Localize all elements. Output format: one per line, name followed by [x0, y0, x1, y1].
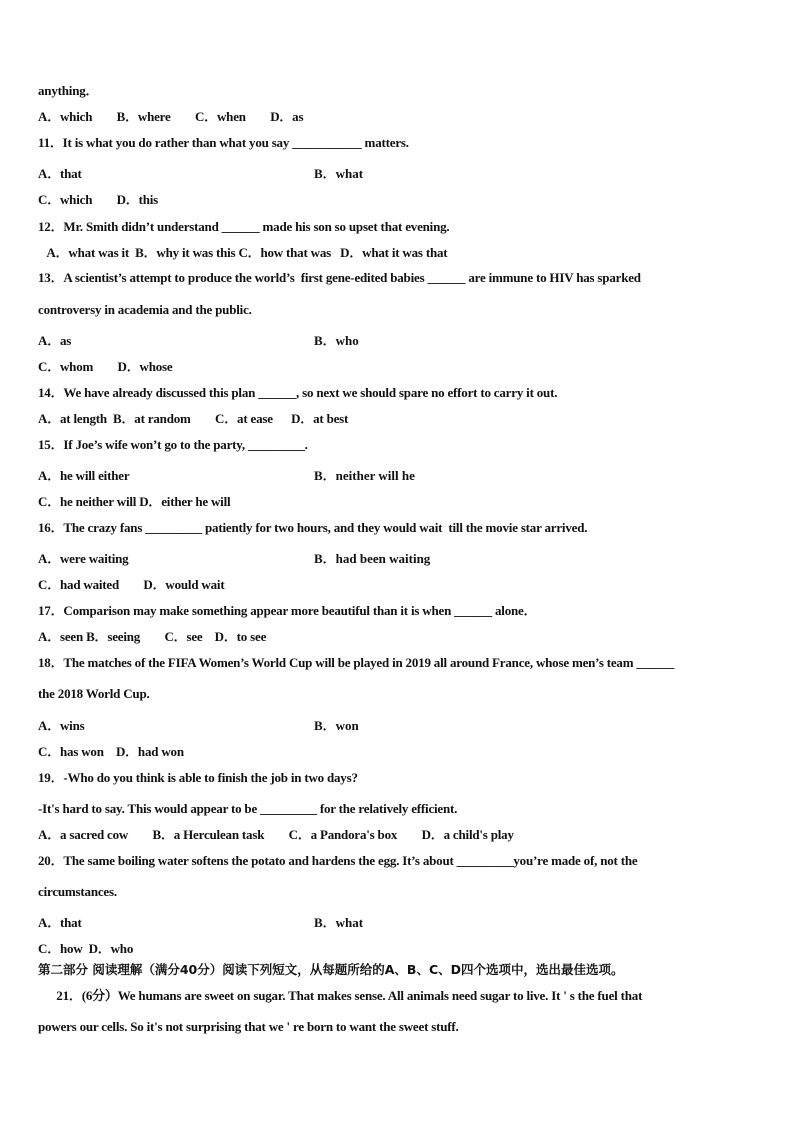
- q13-option-b: B．who: [314, 333, 359, 348]
- q10-options: A．which B．where C．when D．as: [38, 109, 304, 124]
- q16-options-cd: C．had waited D．would wait: [38, 577, 225, 592]
- q17-options: A．seen B．seeing C．see D．to see: [38, 629, 267, 644]
- q19-options: A．a sacred cow B．a Herculean task C．a Pandora's box D．a child's play: [38, 827, 514, 842]
- q21-passage: 21．(6分）We humans are sweet on sugar. That makes sense. All animals need sugar to live. It ' s the fuel that: [38, 988, 643, 1003]
- q19-stem-cont: -It's hard to say. This would appear to be _________ for the relatively efficient.: [38, 801, 458, 816]
- q11-option-b: B．what: [314, 166, 364, 181]
- q17-stem: 17．Comparison may make something appear more beautiful than it is when ______ alone．: [38, 603, 537, 618]
- q18-option-b: B．won: [314, 718, 359, 733]
- section-heading: 第二部分 阅读理解（满分40分）阅读下列短文，从每题所给的A、B、C、D四个选项中，选出最佳选项。: [38, 962, 624, 977]
- q13-stem-cont: controversy in academia and the public.: [38, 302, 252, 317]
- q16-stem: 16．The crazy fans _________ patiently for two hours, and they would wait till the movie star arrived.: [38, 520, 588, 535]
- q21-passage-cont: powers our cells. So it's not surprising that we ' re born to want the sweet stuff.: [38, 1019, 459, 1034]
- q20-stem: 20．The same boiling water softens the potato and hardens the egg. It’s about _________you’re made of, not the: [38, 853, 638, 868]
- q18-option-a: A．wins: [38, 718, 85, 733]
- q15-option-a: A．he will either: [38, 468, 130, 483]
- q14-stem: 14．We have already discussed this plan ______, so next we should spare no effort to carry it out.: [38, 385, 558, 400]
- q13-options-cd: C．whom D．whose: [38, 359, 173, 374]
- q16-option-a: A．were waiting: [38, 551, 129, 566]
- q12-options: A．what was it B．why it was this C．how that was D．what it was that: [38, 245, 448, 260]
- q12-stem: 12．Mr. Smith didn’t understand ______ made his son so upset that evening.: [38, 219, 450, 234]
- q14-options: A．at length B．at random C．at ease D．at best: [38, 411, 349, 426]
- q15-options-cd: C．he neither will D．either he will: [38, 494, 231, 509]
- q16-option-b: B．had been waiting: [314, 551, 431, 566]
- q18-stem: 18．The matches of the FIFA Women’s World Cup will be played in 2019 all around France, whose men’s team ______: [38, 655, 675, 670]
- q15-stem: 15．If Joe’s wife won’t go to the party, _________.: [38, 437, 308, 452]
- q15-option-b: B．neither will he: [314, 468, 415, 483]
- text-line: anything．: [38, 83, 99, 98]
- q20-stem-cont: circumstances.: [38, 884, 117, 899]
- q13-stem: 13．A scientist’s attempt to produce the world’s first gene-edited babies ______ are immune to HIV has sparked: [38, 270, 641, 285]
- q18-options-cd: C．has won D．had won: [38, 744, 184, 759]
- q19-stem: 19．-Who do you think is able to finish the job in two days?: [38, 770, 358, 785]
- q11-options-cd: C．which D．this: [38, 192, 159, 207]
- q11-stem: 11．It is what you do rather than what you say ___________ matters.: [38, 135, 409, 150]
- q11-option-a: A．that: [38, 166, 82, 181]
- q20-option-b: B．what: [314, 915, 364, 930]
- q20-option-a: A．that: [38, 915, 82, 930]
- q18-stem-cont: the 2018 World Cup.: [38, 686, 150, 701]
- q20-options-cd: C．how D．who: [38, 941, 134, 956]
- q13-option-a: A．as: [38, 333, 72, 348]
